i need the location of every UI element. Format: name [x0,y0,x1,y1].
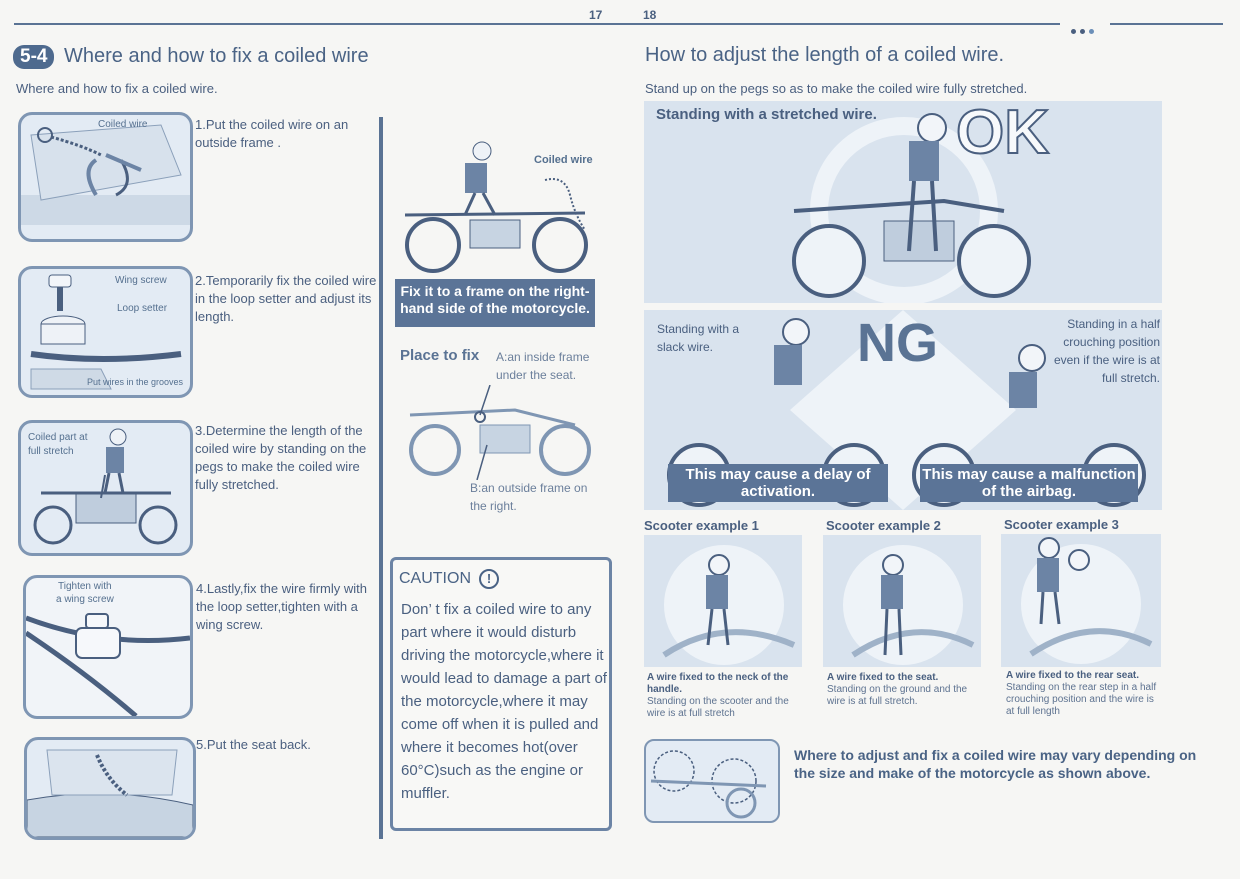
scooter-1-title: Scooter example 1 [644,518,759,533]
scooter-2-title: Scooter example 2 [826,518,941,533]
column-divider [379,117,383,839]
step-5-desc: Put the seat back. [206,737,311,752]
step-4-text [196,580,386,634]
label-coiled-part: Coiled part at [28,432,88,443]
header-dots [1071,21,1098,39]
step-4-illustration [23,575,193,719]
label-full-stretch: full stretch [28,446,74,457]
step-4-desc: Lastly,fix the wire firmly with the loop setter,tighten with a wing screw. [196,581,367,632]
scooter-2-caption [827,672,987,708]
place-to-fix-title: Place to fix [400,347,480,364]
label-grooves: Put wires in the grooves [87,377,184,387]
step-2-desc: Temporarily fix the coiled wire in the loop setter and adjust its length. [195,273,377,324]
scooter-1-caption [647,672,807,720]
label-loop-setter: Loop setter [117,303,168,314]
seat-back-drawing [27,740,193,837]
right-side-banner: Fix it to a frame on the right-hand side of the motorcycle. [395,279,595,327]
ng-right-label: Standing in a half crouching position even if the wire is at full stretch. [1053,317,1160,385]
scooter-1-panel [644,535,802,667]
section-badge: 5-4 [13,45,54,69]
label-wing-screw: Wing screw [115,275,167,286]
step-5-illustration [24,737,196,840]
right-subtitle: Stand up on the pegs so as to make the coiled wire fully stretched. [645,81,1028,96]
step-1-desc: Put the coiled wire on an outside frame . [195,117,349,150]
page-number-right: 18 [643,8,657,22]
label-wing-screw-2: a wing screw [56,594,114,605]
ng-mark: NG [857,313,938,373]
step-4-num: 4. [196,581,207,596]
place-a-label: A:an inside frame under the seat. [496,350,590,382]
scooter-3-caption [1006,670,1162,718]
step-5-text [196,736,386,754]
header-rule [14,23,1060,25]
scooter-1-drawing [644,535,802,667]
scooter-1-caption-bold: A wire fixed to the neck of the handle. [647,672,789,695]
label-coiled-wire-mid: Coiled wire [534,154,593,166]
ng-right-banner: This may cause a malfunction of the airbag. [920,464,1138,502]
step-5-num: 5. [196,737,207,752]
ok-motorcycle-drawing [644,101,1162,303]
step-3-text [195,422,379,494]
note-motorcycle-drawing [646,741,778,821]
ok-mark: OK [956,101,1049,167]
ng-left-label: Standing with a slack wire. [657,322,740,354]
ng-panel [644,310,1162,510]
scooter-3-title: Scooter example 3 [1004,517,1119,532]
scooter-2-panel [823,535,981,667]
scooter-3-caption-bold: A wire fixed to the rear seat. [1006,670,1140,681]
step-1-illustration [18,112,193,242]
frame-wire-drawing [21,115,190,239]
caution-box [390,557,612,831]
adjust-note: Where to adjust and fix a coiled wire may vary depending on the size and make of the motorcycle as shown above. [794,747,1197,781]
step-2-illustration [18,266,193,398]
step-2-text [195,272,385,326]
page-subtitle: Where and how to fix a coiled wire. [16,81,218,96]
step-3-illustration [18,420,193,556]
motorcycle-wire-illustration [395,135,605,280]
header-rule-right [1110,23,1223,25]
exclamation-icon: ! [479,569,499,589]
page-number-left: 17 [589,8,603,22]
step-2-num: 2. [195,273,206,288]
ok-label: Standing with a stretched wire. [656,106,877,123]
caution-text: Don’ t fix a coiled wire to any part where it would disturb driving the motorcycle,where it would lead to damage a part of the motorcycle,where it may come off when it is pulled and where it becomes hot(over 60°C)such as the engine or muffler. [401,601,607,802]
label-coiled-wire: Coiled wire [98,119,148,130]
scooter-2-caption-bold: A wire fixed to the seat. [827,672,939,683]
place-b-label: B:an outside frame on the right. [470,481,588,513]
place-to-fix-illustration [395,385,600,480]
scooter-1-caption-text: Standing on the scooter and the wire is at full stretch [647,696,789,719]
scooter-2-drawing [823,535,981,667]
step-1-num: 1. [195,117,206,132]
caution-title: CAUTION [399,570,471,587]
scooter-3-drawing [1001,534,1161,667]
page-title: Where and how to fix a coiled wire [64,45,369,67]
label-tighten: Tighten with [58,581,112,592]
step-1-text [195,116,385,152]
note-illustration [644,739,780,823]
step-3-desc: Determine the length of the coiled wire by standing on the pegs to make the coiled wire fully stretched. [195,423,367,492]
place-motorcycle-drawing [395,385,600,480]
right-title: How to adjust the length of a coiled wire. [645,44,1005,66]
ok-panel [644,101,1162,303]
scooter-3-panel [1001,534,1161,667]
scooter-3-caption-text: Standing on the rear step in a half crouching position and the wire is at full length [1006,682,1157,717]
scooter-2-caption-text: Standing on the ground and the wire is at full stretch. [827,684,968,707]
step-3-num: 3. [195,423,206,438]
ng-left-banner: This may cause a delay of activation. [668,464,888,502]
